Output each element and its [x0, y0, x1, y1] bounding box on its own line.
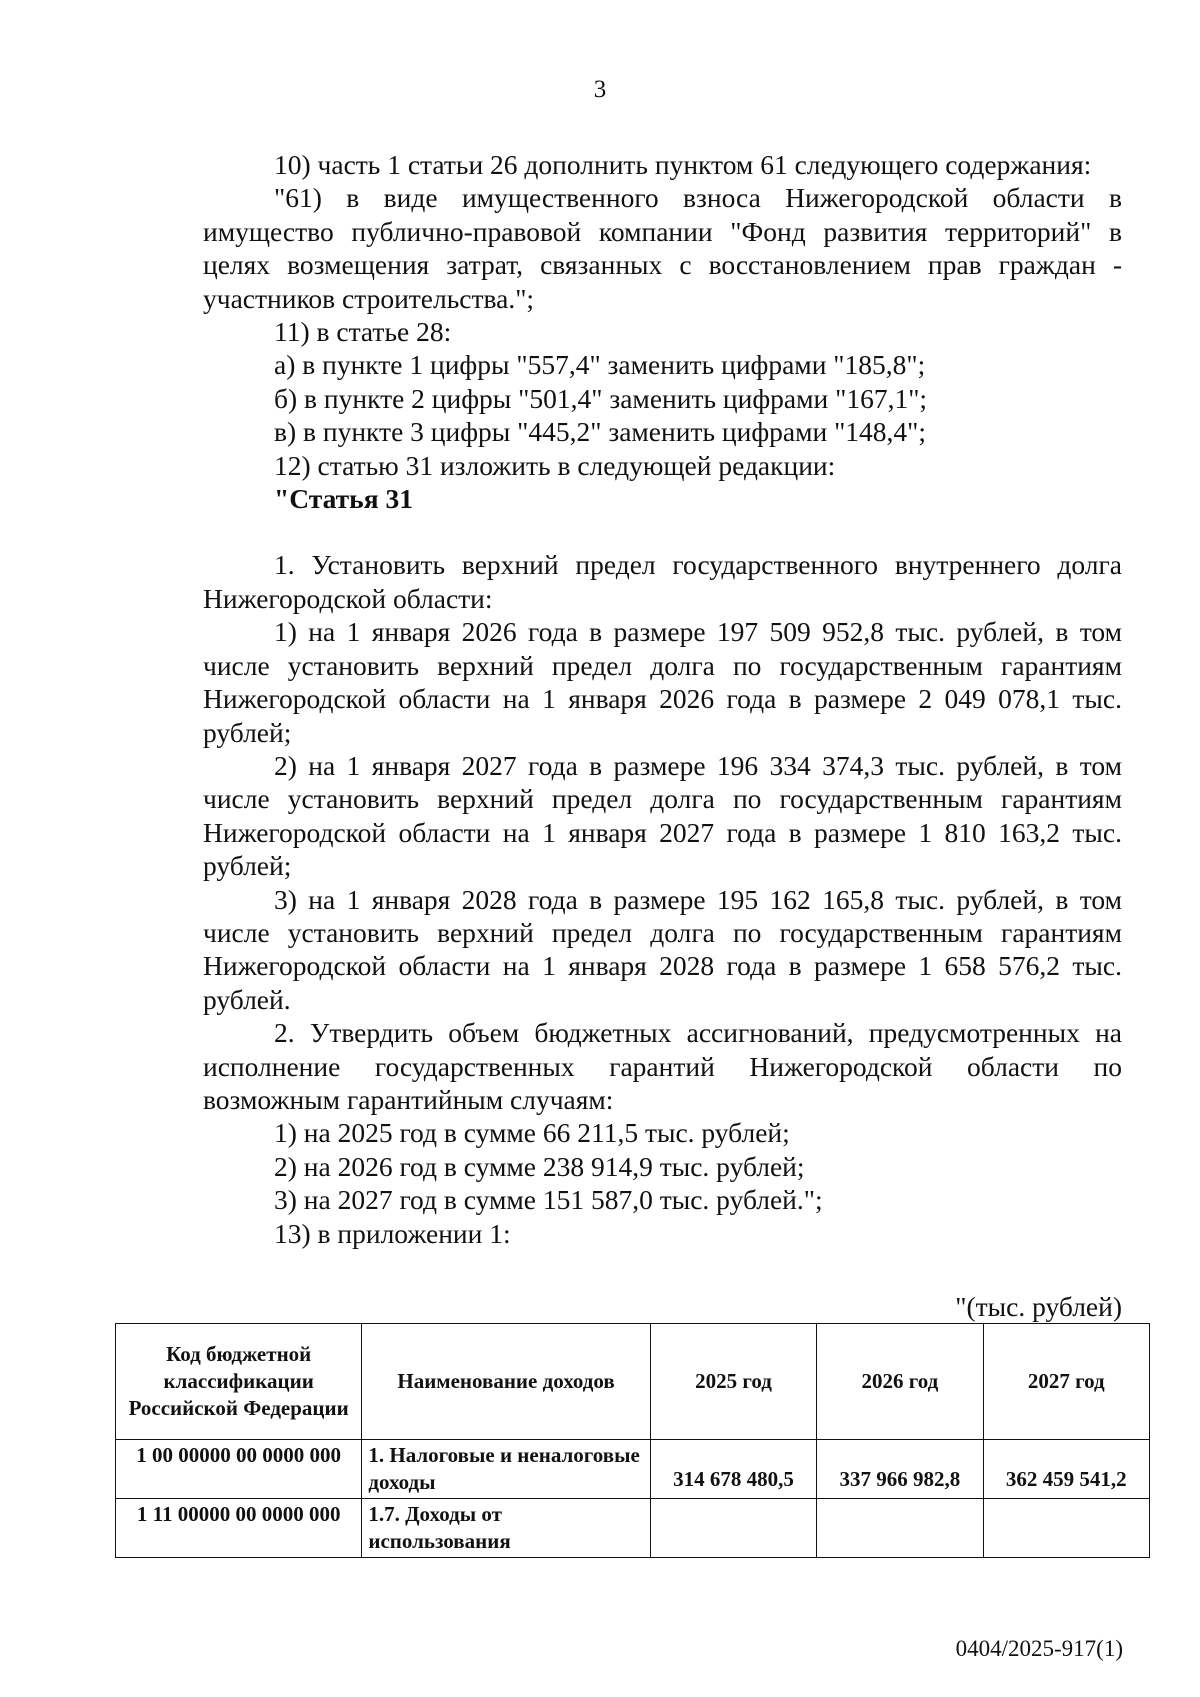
table-unit-note: "(тыс. рублей): [955, 1291, 1122, 1322]
cell-2026: 337 966 982,8: [817, 1440, 983, 1499]
table-row: [116, 1440, 1150, 1499]
paragraph-item-13: 13) в приложении 1:: [274, 1217, 511, 1249]
page-number: 3: [593, 76, 607, 103]
header-2026: 2026 год: [817, 1324, 983, 1440]
header-2027: 2027 год: [983, 1324, 1149, 1440]
cell-2027: 362 459 541,2: [983, 1440, 1149, 1499]
article-31-heading: "Статья 31: [274, 483, 413, 515]
paragraph-point-61: "61) в виде имущественного взноса Нижегородской области в имущество публично-правовой компании "Фонд развития территорий" в целях возмещения затрат, связанных с восстановлением прав граждан - участников строительства.";: [203, 182, 1122, 314]
paragraph-item-11: 11) в статье 28:: [274, 316, 452, 348]
header-2025: 2025 год: [650, 1324, 816, 1440]
paragraph-guarantee-2026: 2) на 2026 год в сумме 238 914,9 тыс. рублей;: [274, 1150, 805, 1182]
header-budget-code: Код бюджетной классификации Российской Федерации: [116, 1324, 362, 1440]
paragraph-article-31-part-2: 2. Утвердить объем бюджетных ассигнований, предусмотренных на исполнение государственных гарантий Нижегородской области по возможным гарантийным случаям:: [203, 1017, 1122, 1115]
paragraph-debt-limit-2026: 1) на 1 января 2026 года в размере 197 509 952,8 тыс. рублей, в том числе установить верхний предел долга по государственным гарантиям Нижегородской области на 1 января 2026 года в размере 2 049 078,1 тыс. рублей;: [203, 616, 1122, 748]
paragraph-guarantee-2027: 3) на 2027 год в сумме 151 587,0 тыс. рублей.";: [274, 1184, 823, 1216]
cell-2025: 314 678 480,5: [650, 1440, 816, 1499]
paragraph-item-11a: а) в пункте 1 цифры "557,4" заменить цифрами "185,8";: [274, 349, 926, 381]
paragraph-debt-limit-2027: 2) на 1 января 2027 года в размере 196 334 374,3 тыс. рублей, в том числе установить верхний предел долга по государственным гарантиям Нижегородской области на 1 января 2027 года в размере 1 810 163,2 тыс. рублей;: [203, 749, 1122, 882]
paragraph-item-12: 12) статью 31 изложить в следующей редакции:: [274, 449, 836, 481]
cell-2025: [650, 1499, 816, 1558]
income-table: [115, 1323, 1150, 1558]
cell-name: 1. Налоговые и неналоговые доходы: [362, 1440, 650, 1499]
table-row: [116, 1499, 1150, 1558]
cell-code: 1 00 00000 00 0000 000: [116, 1440, 362, 1499]
document-body: [203, 148, 1122, 1250]
cell-name: 1.7. Доходы от использования: [362, 1499, 650, 1558]
cell-code: 1 11 00000 00 0000 000: [116, 1499, 362, 1558]
table-header-row: [116, 1324, 1150, 1440]
header-income-name: Наименование доходов: [362, 1324, 650, 1440]
paragraph-item-10: 10) часть 1 статьи 26 дополнить пунктом 61 следующего содержания:: [274, 149, 1092, 180]
cell-2027: [983, 1499, 1149, 1558]
document-id: 0404/2025-917(1): [955, 1636, 1123, 1661]
paragraph-article-31-part-1: 1. Установить верхний предел государственного внутреннего долга Нижегородской области:: [203, 549, 1122, 614]
paragraph-item-11v: в) в пункте 3 цифры "445,2" заменить цифрами "148,4";: [274, 416, 927, 448]
paragraph-guarantee-2025: 1) на 2025 год в сумме 66 211,5 тыс. рублей;: [274, 1117, 790, 1149]
paragraph-debt-limit-2028: 3) на 1 января 2028 года в размере 195 162 165,8 тыс. рублей, в том числе установить верхний предел долга по государственным гарантиям Нижегородской области на 1 января 2028 года в размере 1 658 576,2 тыс. рублей.: [203, 883, 1122, 1015]
cell-2026: [817, 1499, 983, 1558]
paragraph-item-11b: б) в пункте 2 цифры "501,4" заменить цифрами "167,1";: [274, 382, 928, 414]
